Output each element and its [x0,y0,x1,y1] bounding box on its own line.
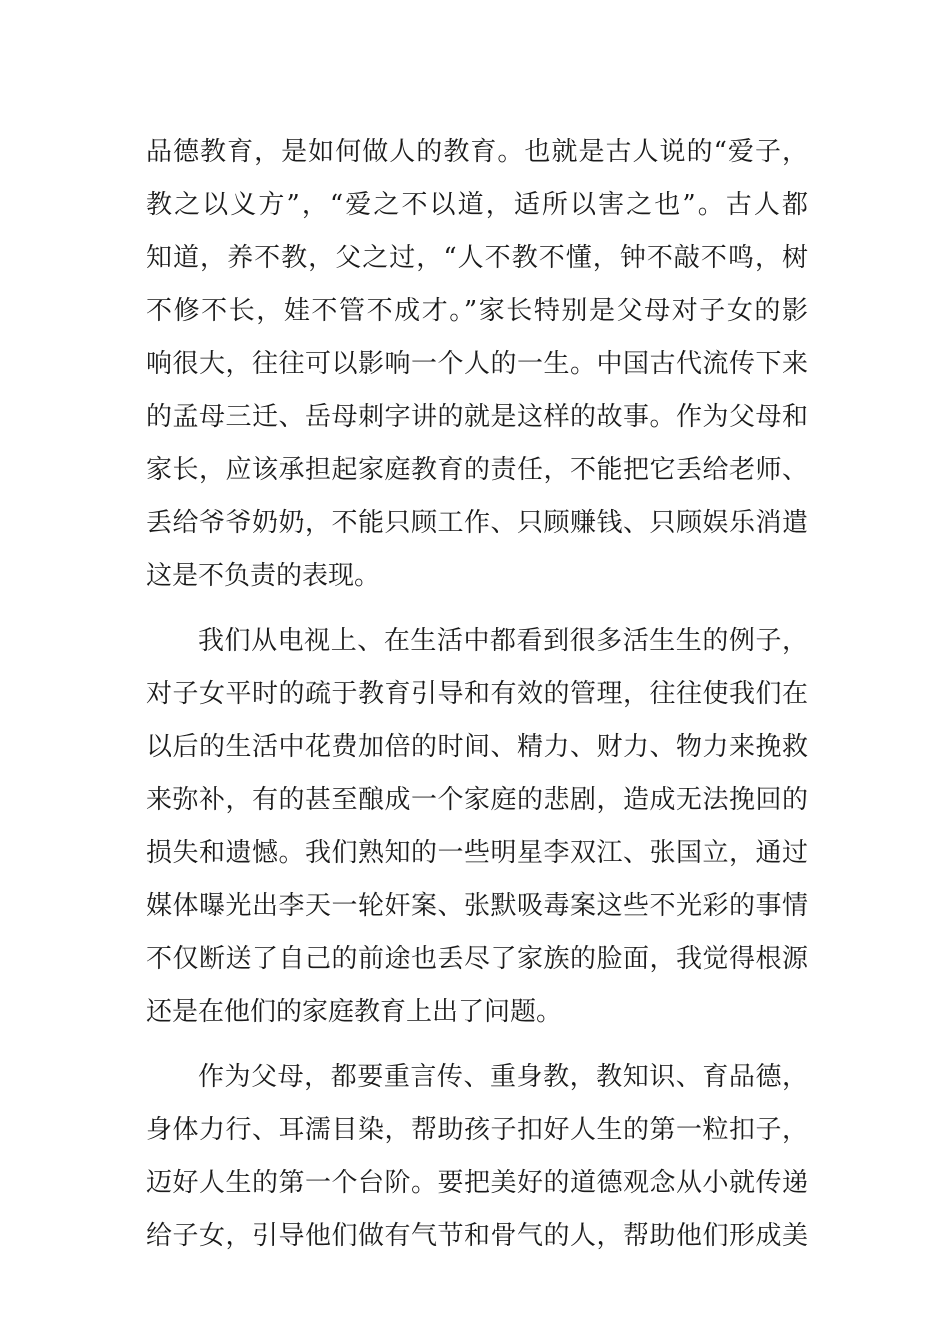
text-line: 品德教育，是如何做人的教育。也就是古人说的“爱子， [146,137,808,167]
text-line: 身体力行、耳濡目染，帮助孩子扣好人生的第一粒扣子， [146,1115,808,1145]
text-line: 迈好人生的第一个台阶。要把美好的道德观念从小就传递 [146,1168,808,1198]
text-line: 媒体曝光出李天一轮奸案、张默吸毒案这些不光彩的事情 [146,891,808,921]
document-body [146,126,808,1263]
text-line: 作为父母，都要重言传、重身教，教知识、育品德， [198,1062,808,1092]
text-line: 不仅断送了自己的前途也丢尽了家族的脸面，我觉得根源 [146,944,808,974]
text-line: 以后的生活中花费加倍的时间、精力、财力、物力来挽救 [146,732,808,762]
text-line: 给子女，引导他们做有气节和骨气的人，帮助他们形成美 [146,1221,808,1251]
paragraph-1 [146,126,808,603]
paragraph-spacer [146,1039,808,1051]
paragraph-3 [146,1051,808,1263]
text-line: 丢给爷爷奶奶，不能只顾工作、只顾赚钱、只顾娱乐消遣 [146,508,808,538]
text-line: 响很大，往往可以影响一个人的一生。中国古代流传下来 [146,349,808,379]
text-line: 损失和遗憾。我们熟知的一些明星李双江、张国立，通过 [146,838,808,868]
paragraph-spacer [146,603,808,615]
text-line: 家长，应该承担起家庭教育的责任，不能把它丢给老师、 [146,455,808,485]
text-line: 知道，养不教，父之过，“人不教不懂，钟不敲不鸣，树 [146,243,808,273]
text-line: 教之以义方”，“爱之不以道，适所以害之也”。古人都 [146,190,808,220]
text-line: 不修不长，娃不管不成才。”家长特别是父母对子女的影 [146,296,808,326]
text-line: 对子女平时的疏于教育引导和有效的管理，往往使我们在 [146,679,808,709]
text-line: 还是在他们的家庭教育上出了问题。 [146,997,563,1027]
text-line: 来弥补，有的甚至酿成一个家庭的悲剧，造成无法挽回的 [146,785,808,815]
text-line: 的孟母三迁、岳母刺字讲的就是这样的故事。作为父母和 [146,402,808,432]
paragraph-2 [146,615,808,1039]
text-line: 这是不负责的表现。 [146,561,381,591]
text-line: 我们从电视上、在生活中都看到很多活生生的例子， [198,626,808,656]
